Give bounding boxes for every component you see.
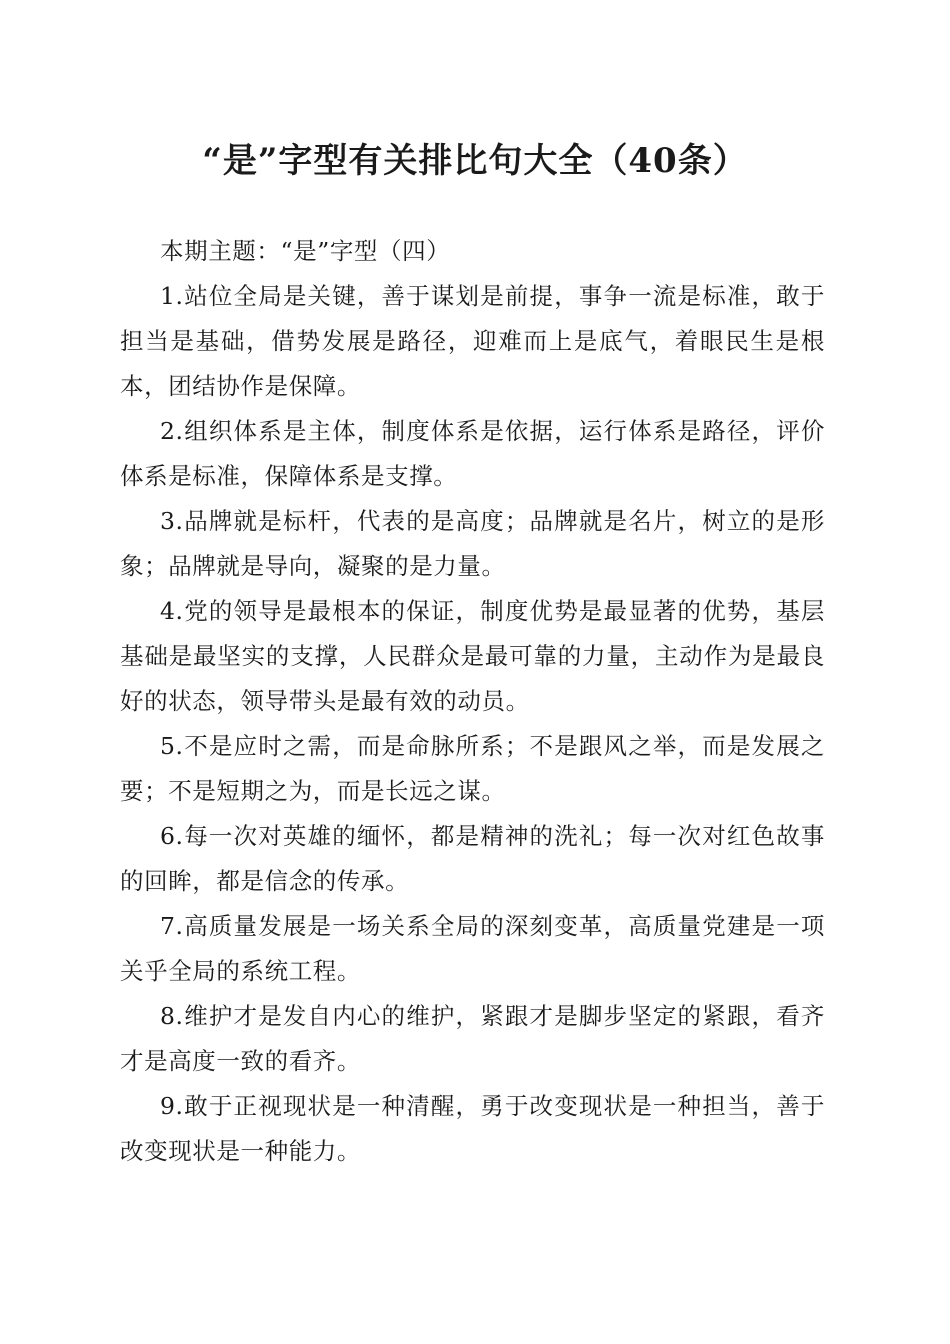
list-item: 8.维护才是发自内心的维护，紧跟才是脚步坚定的紧跟，看齐才是高度一致的看齐。 [120,1002,825,1075]
list-item: 2.组织体系是主体，制度体系是依据，运行体系是路径，评价体系是标准，保障体系是支撑。 [120,417,825,490]
list-item: 7.高质量发展是一场关系全局的深刻变革，高质量党建是一项关乎全局的系统工程。 [120,912,825,985]
list-item: 4.党的领导是最根本的保证，制度优势是最显著的优势，基层基础是最坚实的支撑，人民群众是最可靠的力量，主动作为是最良好的状态，领导带头是最有效的动员。 [120,597,825,715]
subtitle-paragraph: 本期主题：“是”字型（四） [160,237,451,265]
list-item: 1.站位全局是关键，善于谋划是前提，事争一流是标准，敢于担当是基础，借势发展是路径，迎难而上是底气，着眼民生是根本，团结协作是保障。 [120,282,825,400]
list-item: 3.品牌就是标杆，代表的是高度；品牌就是名片，树立的是形象；品牌就是导向，凝聚的是力量。 [120,507,825,580]
list-item: 5.不是应时之需，而是命脉所系；不是跟风之举，而是发展之要；不是短期之为，而是长远之谋。 [120,732,825,805]
document-body [120,229,825,1174]
list-item: 6.每一次对英雄的缅怀，都是精神的洗礼；每一次对红色故事的回眸，都是信念的传承。 [120,822,825,895]
list-item: 9.敢于正视现状是一种清醒，勇于改变现状是一种担当，善于改变现状是一种能力。 [120,1092,825,1165]
document-title: “是”字型有关排比句大全（40条） [202,141,748,181]
